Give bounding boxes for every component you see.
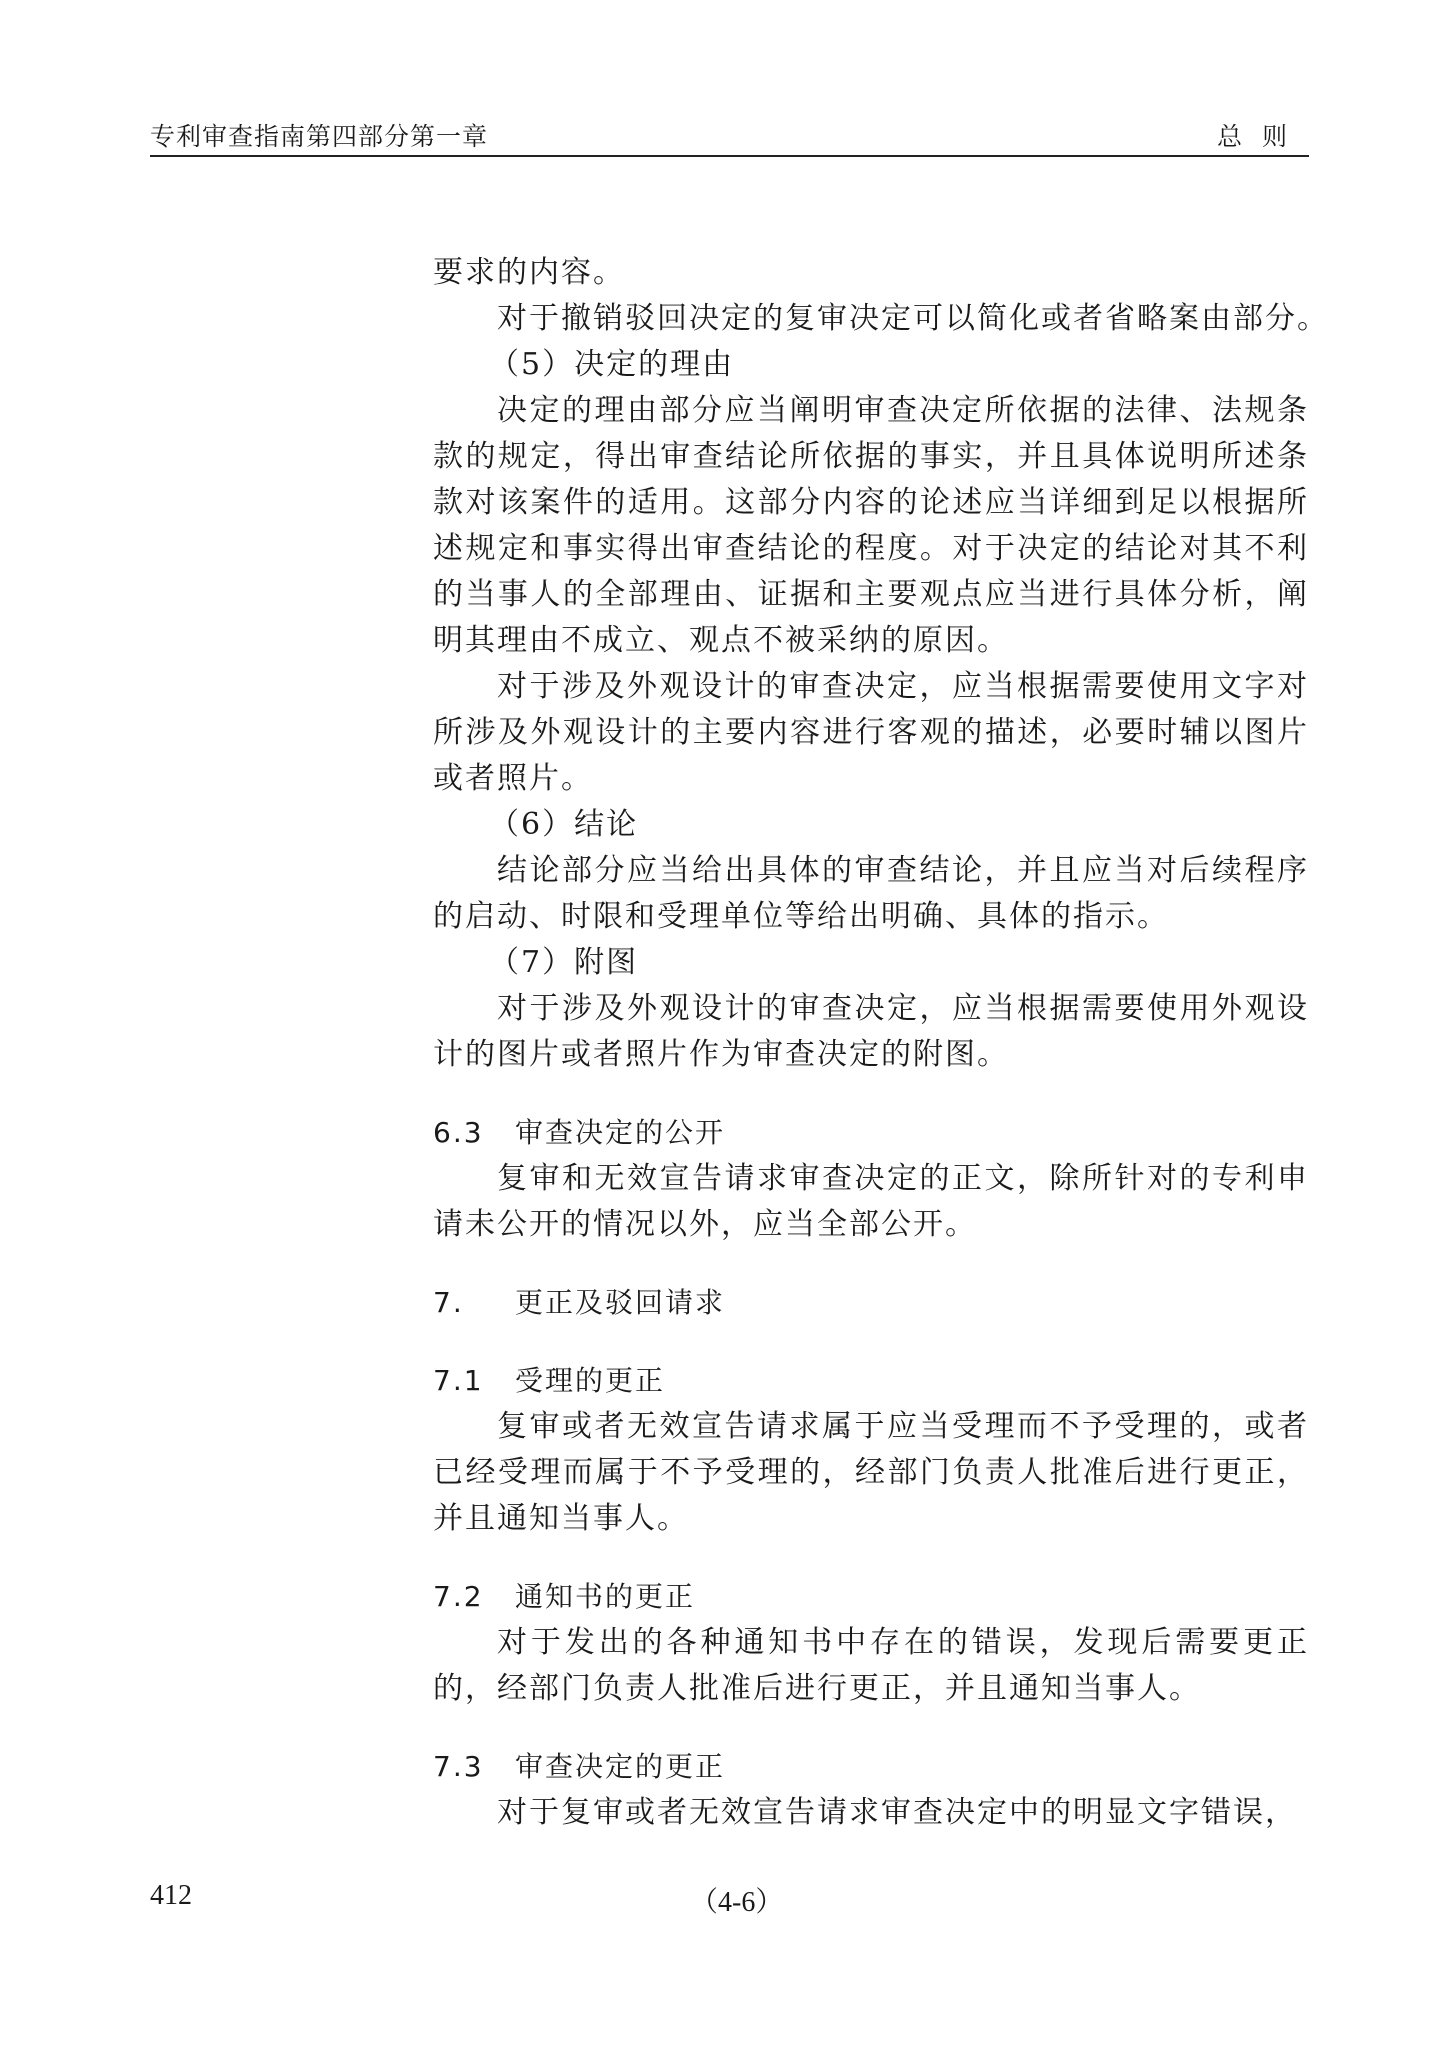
paragraph-line: 结论部分应当给出具体的审查结论，并且应当对后续程序 (497, 853, 1309, 888)
paragraph-line: 或者照片。 (433, 761, 593, 796)
paragraph-line: 款的规定，得出审查结论所依据的事实，并且具体说明所述条 (433, 439, 1309, 474)
header-section-title: 总则 (1216, 122, 1307, 151)
paragraph-line: 对于撤销驳回决定的复审决定可以简化或者省略案由部分。 (497, 301, 1329, 336)
section-heading-7-1 (433, 1358, 1309, 1404)
section-heading-7-2 (433, 1574, 1309, 1620)
section-heading-6-3 (433, 1110, 1309, 1156)
section-number: 7.3 (433, 1750, 484, 1783)
paragraph-line: 计的图片或者照片作为审查决定的附图。 (433, 1037, 1009, 1072)
paragraph-line: 对于发出的各种通知书中存在的错误，发现后需要更正 (497, 1625, 1309, 1660)
paragraph-line: 要求的内容。 (433, 255, 625, 290)
section-number: 6.3 (433, 1116, 484, 1149)
paragraph-line: 决定的理由部分应当阐明审查决定所依据的法律、法规条 (497, 393, 1309, 428)
section-number: 7.1 (433, 1364, 484, 1397)
section-number: 7.2 (433, 1580, 484, 1613)
paragraph-line: 对于涉及外观设计的审查决定，应当根据需要使用文字对 (497, 669, 1309, 704)
paragraph-line: 款对该案件的适用。这部分内容的论述应当详细到足以根据所 (433, 485, 1309, 520)
paragraph-line: 复审和无效宣告请求审查决定的正文，除所针对的专利申 (497, 1161, 1309, 1196)
subheading-reasons: （5）决定的理由 (489, 347, 735, 382)
section-title: 受理的更正 (515, 1364, 666, 1397)
subheading-conclusion: （6）结论 (489, 807, 639, 842)
paragraph-line: 述规定和事实得出审查结论的程度。对于决定的结论对其不利 (433, 531, 1309, 566)
subheading-figures: （7）附图 (489, 945, 639, 980)
paragraph-line: 的，经部门负责人批准后进行更正，并且通知当事人。 (433, 1671, 1201, 1706)
section-title: 审查决定的更正 (515, 1750, 726, 1783)
paragraph-line: 请未公开的情况以外，应当全部公开。 (433, 1207, 977, 1242)
header-chapter-title: 专利审查指南第四部分第一章 (150, 122, 489, 151)
section-heading-7 (433, 1280, 1309, 1326)
section-title: 审查决定的公开 (515, 1116, 726, 1149)
running-header (150, 115, 1309, 157)
paragraph-line: 并且通知当事人。 (433, 1501, 689, 1536)
section-title: 更正及驳回请求 (515, 1286, 726, 1319)
paragraph-line: 对于涉及外观设计的审查决定，应当根据需要使用外观设 (497, 991, 1309, 1026)
section-number: 7. (433, 1286, 464, 1319)
page-body (433, 250, 1329, 1836)
paragraph-line: 的当事人的全部理由、证据和主要观点应当进行具体分析，阐 (433, 577, 1309, 612)
section-title: 通知书的更正 (515, 1580, 696, 1613)
paragraph-line: 对于复审或者无效宣告请求审查决定中的明显文字错误， (497, 1795, 1297, 1830)
paragraph-line: 的启动、时限和受理单位等给出明确、具体的指示。 (433, 899, 1169, 934)
chapter-page-code: （4-6） (690, 1887, 784, 1918)
section-heading-7-3 (433, 1744, 1309, 1790)
page-number: 412 (150, 1880, 192, 1911)
paragraph-line: 明其理由不成立、观点不被采纳的原因。 (433, 623, 1009, 658)
paragraph-line: 复审或者无效宣告请求属于应当受理而不予受理的，或者 (497, 1409, 1309, 1444)
paragraph-line: 已经受理而属于不予受理的，经部门负责人批准后进行更正， (433, 1455, 1309, 1490)
paragraph-line: 所涉及外观设计的主要内容进行客观的描述，必要时辅以图片 (433, 715, 1309, 750)
